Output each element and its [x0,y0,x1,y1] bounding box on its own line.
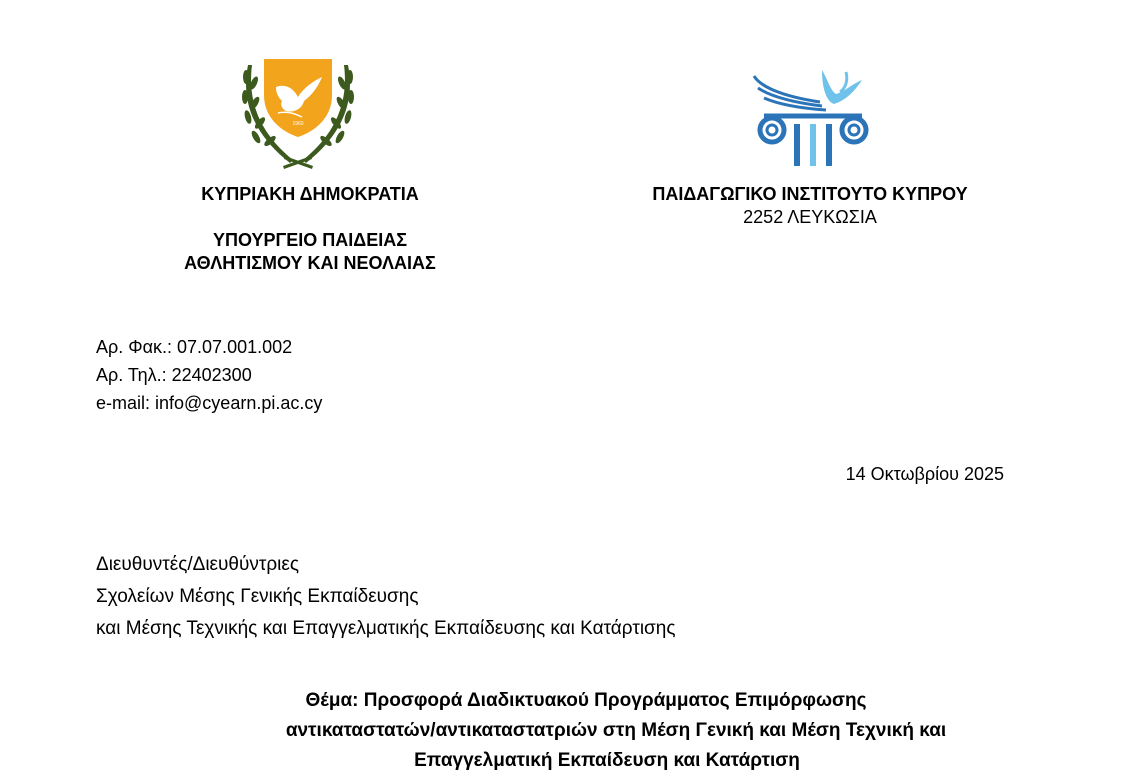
ministry-header [140,183,480,206]
institute-header [610,183,1010,229]
emblem-year: 1960 [292,121,304,127]
pedagogical-institute-logo-icon [750,62,876,168]
republic-name: ΚΥΠΡΙΑΚΗ ΔΗΜΟΚΡΑΤΙΑ [201,184,419,204]
subject-line1: Θέμα: Προσφορά Διαδικτυακού Προγράμματος Επιμόρφωσης [305,690,867,711]
cyprus-coat-of-arms-icon [238,55,358,170]
ministry-name-line1: ΥΠΟΥΡΓΕΙΟ ΠΑΙΔΕΙΑΣ [212,230,408,250]
ministry-name-line2: ΑΘΛΗΤΙΣΜΟΥ ΚΑΙ ΝΕΟΛΑΙΑΣ [184,253,436,273]
recipients-line3: και Μέσης Τεχνικής και Επαγγελματικής Εκπαίδευσης και Κατάρτισης [96,618,676,639]
reference-block [96,333,322,417]
subject-block [96,686,1096,776]
recipients-line1: Διευθυντές/Διευθύντριες [96,554,300,575]
file-number: Αρ. Φακ.: 07.07.001.002 [96,337,293,357]
email-address: e-mail: info@cyearn.pi.ac.cy [96,393,323,413]
subject-line2: αντικαταστατών/αντικαταστατριών στη Μέση Γενική και Μέση Τεχνική και [285,720,947,741]
institute-address: 2252 ΛΕΥΚΩΣΙΑ [743,207,877,227]
institute-name: ΠΑΙΔΑΓΩΓΙΚΟ ΙΝΣΤΙΤΟΥΤΟ ΚΥΠΡΟΥ [652,184,968,204]
subject-line3: Επαγγελματική Εκπαίδευση και Κατάρτιση [414,750,800,771]
recipients-block [96,549,676,645]
phone-number: Αρ. Τηλ.: 22402300 [96,365,252,385]
ministry-name-block [140,229,480,275]
recipients-line2: Σχολείων Μέσης Γενικής Εκπαίδευσης [96,586,419,607]
letter-date: 14 Οκτωβρίου 2025 [845,464,1004,484]
